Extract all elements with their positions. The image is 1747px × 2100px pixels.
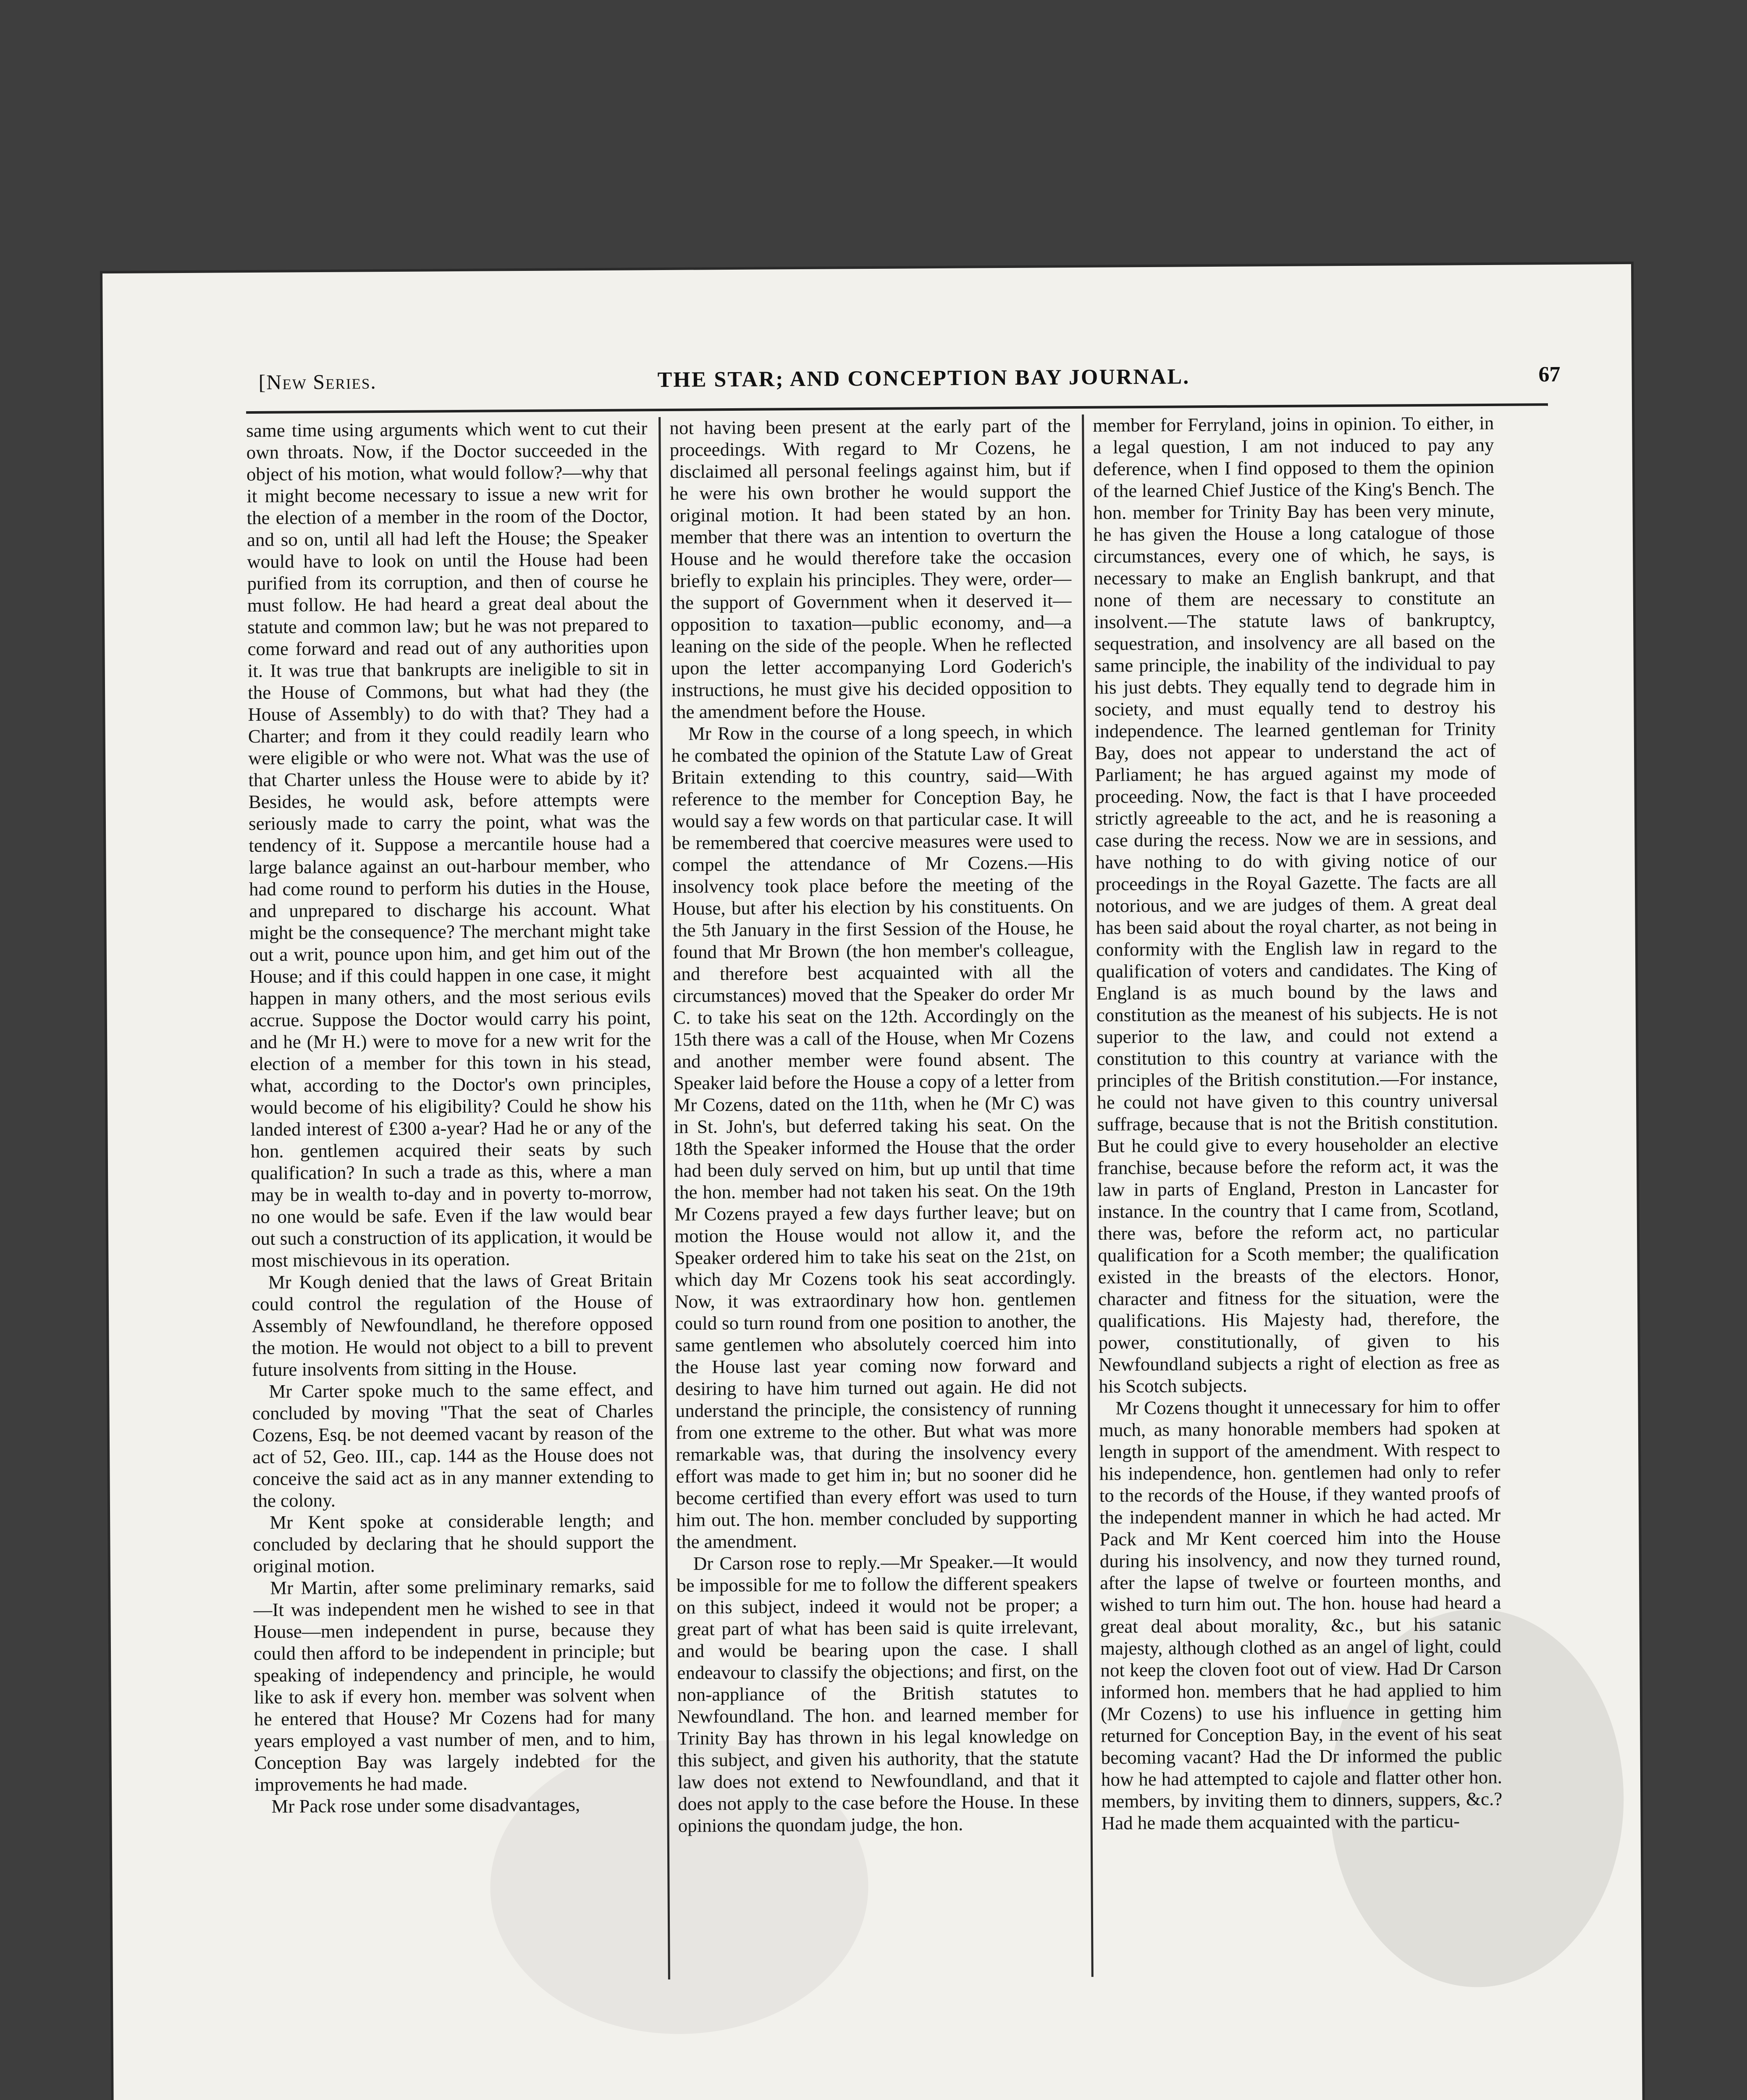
column-1 <box>246 417 657 1982</box>
paragraph: same time using arguments which went to cut their own throats. Now, if the Doctor succeeded in the object of his motion, what would follow?—why that it might become necessary to issue a new writ for the election of a member in the room of the Doctor, and so on, until all had left the House; the Speaker would have to look on until the House had been purified from its corruption, and then of course he must follow. He had heard a great deal about the statute and common law; but he was not prepared to come forward and read out of any authorities upon it. It was true that bankrupts are ineligible to sit in the House of Commons, but what had they (the House of Assembly) to do with that? They had a Charter; and from it they could readily learn who were eligible or who were not. What was the use of that Charter unless the House were to abide by it? Besides, he would ask, before attempts were seriously made to carry the point, what was the tendency of it. Suppose a mercantile house had a large balance against an out-harbour member, who had come round to perform his duties in the House, and unprepared to discharge his account. What might be the consequence? The merchant might take out a writ, pounce upon him, and get him out of the House; and if this could happen in one case, it might happen in many others, and the most serious evils accrue. Suppose the Doctor would carry his point, and he (Mr H.) were to move for a new writ for the election of a member for this town in his stead, what, according to the Doctor's own principles, would become of his eligibility? Could he show his landed interest of £300 a-year? Had he or any of the hon. gentlemen acquired their seats by such qualification? In such a trade as this, where a man may be in wealth to-day and in poverty to-morrow, no one would be safe. Even if the law would bear out such a construction of its application, it would be most mischievous in its operation. <box>246 417 653 1271</box>
paragraph: Dr Carson rose to reply.—Mr Speaker.—It would be impossible for me to follow the different speakers on this subject, indeed it would not be proper; a great part of what has been said is quite irrelevant, and would be bearing upon the case. I shall endeavour to classify the objections; and first, on the non-appliance of the British statutes to Newfoundland. The hon. and learned member for Trinity Bay has thrown in his legal knowledge on this subject, and given his authority, that the statute law does not extend to Newfoundland, and that it does not apply to the case before the House. In these opinions the quondam judge, the hon. <box>676 1551 1079 1836</box>
header-rule <box>246 403 1548 414</box>
paragraph: member for Ferryland, joins in opinion. To either, in a legal question, I am not induced to pay any deference, when I find opposed to them the opinion of the learned Chief Justice of the King's Bench. The hon. member for Trinity Bay has been very minute, he has given the House a long catalogue of those circumstances, every one of which, he says, is necessary to make an English bankrupt, and that none of them are necessary to constitute an insolvent.—The statute laws of bankruptcy, sequestration, and insolvency are all based on the same principle, the inability of the individual to pay his just debts. They equally tend to degrade him in society, and must equally tend to destroy his independence. The learned gentleman for Trinity Bay, does not appear to understand the act of Parliament; he has argued against my mode of proceeding. Now, the fact is that I have proceeded strictly agreeable to the act, and he is reasoning a case during the recess. Now we are in sessions, and have nothing to do with giving notice of our proceedings in the Royal Gazette. The facts are all notorious, and we are judges of them. A great deal has been said about the royal charter, as not being in conformity with the English law in regard to the qualification of voters and candidates. The King of England is as much bound by the laws and constitution as the meanest of his subjects. He is not superior to the law, and could not extend a constitution to this country at variance with the principles of the British constitution.—For instance, he could not have given to this country universal suffrage, because that is not the British constitution. But he could give to every householder an elective franchise, because before the reform act, it was the law in parts of England, Preston in Lancaster for instance. In the country that I came from, Scotland, there was, before the reform act, no particular qualification for a Scoth member; the qualification existed in the breasts of the electors. Honor, character and fitness for the situation, were the qualifications. His Majesty had, therefore, the power, constitutionally, of given to his Newfoundland subjects a right of election as free as his Scotch subjects. <box>1093 412 1500 1397</box>
series-label: [New Series. <box>258 370 377 394</box>
paragraph: Mr Pack rose under some disadvantages, <box>271 1794 580 1817</box>
page-number: 67 <box>1538 362 1561 387</box>
column-rule <box>1082 415 1094 1977</box>
paragraph: not having been present at the early part of the proceedings. With regard to Mr Cozens, he disclaimed all personal feelings against him, but if he were his own brother he would support the original motion. It had been stated by an hon. member that there was an intention to overturn the House and he would therefore take the occasion briefly to explain his principles. They were, order—the support of Government when it deserved it—opposition to taxation—public economy, and—a leaning on the side of the people. When he reflected upon the letter accompanying Lord Goderich's instructions, he must give his decided opposition to the amendment before the House. <box>669 415 1073 722</box>
paragraph: Mr Carter spoke much to the same effect, and concluded by moving "That the seat of Charles Cozens, Esq. be not deemed vacant by reason of the act of 52, Geo. III., cap. 144 as the House does not conceive the said act as in any manner extending to the colony. <box>252 1378 654 1512</box>
column-3 <box>1093 412 1503 1977</box>
masthead-title: THE STAR; AND CONCEPTION BAY JOURNAL. <box>657 365 1190 392</box>
column-2 <box>669 415 1080 1979</box>
page-header <box>258 362 1560 399</box>
paragraph: Mr Martin, after some preliminary remarks, said—It was independent men he wished to see in that House—men independent in purse, because they could then afford to be independent in principle; but speaking of independency and principle, he would like to ask if every hon. member was solvent when he entered that House? Mr Cozens had for many years employed a vast number of men, and to him, Conception Bay was largely indebted for the improvements he had made. <box>253 1575 656 1796</box>
paragraph: Mr Kough denied that the laws of Great Britain could control the regulation of the House of Assembly of Newfoundland, he therefore opposed the motion. He would not object to a bill to prevent future insolvents from sitting in the House. <box>251 1269 653 1381</box>
newspaper-page <box>102 264 1643 2100</box>
paragraph: Mr Row in the course of a long speech, in which he combated the opinion of the Statute Law of Great Britain extending to this country, said—With reference to the member for Conception Bay, he would say a few words on that particular case. It will be remembered that coercive measures were used to compel the attendance of Mr Cozens.—His insolvency took place before the meeting of the House, but after his election by his constituents. On the 5th January in the first Session of the House, he found that Mr Brown (the hon member's colleague, and therefore best acquainted with all the circumstances) moved that the Speaker do order Mr C. to take his seat on the 12th. Accordingly on the 15th there was a call of the House, when Mr Cozens and another member were found absent. The Speaker laid before the House a copy of a letter from Mr Cozens, dated on the 11th, when he (Mr C) was in St. John's, but deferred taking his seat. On the 18th the Speaker informed the House that the order had been duly served on him, but up until that time the hon. member had not taken his seat. On the 19th Mr Cozens prayed a few days further leave; but on motion the House would not allow it, and the Speaker ordered him to take his seat on the 21st, on which day Mr Cozens took his seat accordingly. Now, it was extraordinary how hon. gentlemen could so turn round from one position to another, the same gentlemen who absolutely coerced him into the House last year coming now forward and desiring to have him turned out again. He did not understand the principle, the consistency of running from one extreme to the other. But what was more remarkable was, that during the insolvency every effort was made to get him in; but no sooner did he become certified than every effort was used to turn him out. The hon. member concluded by supporting the amendment. <box>671 721 1078 1552</box>
paragraph: Mr Cozens thought it unnecessary for him to offer much, as many honorable members had spoken at length in support of the amendment. With respect to his independence, hon. gentlemen had only to refer to the records of the House, if they wanted proofs of the independent manner in which he had acted. Mr Pack and Mr Kent coerced him into the House during his insolvency, and now they turned round, after the lapse of twelve or fourteen months, and wished to turn him out. The hon. house had heard a great deal about morality, &c., but his satanic majesty, although clothed as an angel of light, could not keep the cloven foot out of view. Had Dr Carson informed hon. members that he had applied to him (Mr Cozens) to use his influence in getting him returned for Conception Bay, in the event of his seat becoming vacant? Had the Dr informed the public how he had attempted to cajole and flatter other hon. members, by inviting them to dinners, suppers, &c.? Had he made them acquainted with the particu- <box>1099 1395 1503 1834</box>
paragraph: Mr Kent spoke at considerable length; and concluded by declaring that he should support the original motion. <box>253 1509 654 1577</box>
